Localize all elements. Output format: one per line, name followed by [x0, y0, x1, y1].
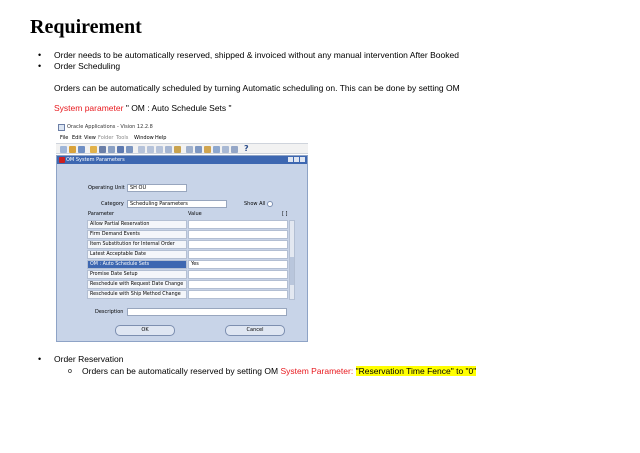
oracle-menubar: [56, 133, 308, 143]
close-form-icon[interactable]: [99, 146, 106, 153]
om-system-parameters-window: [56, 155, 308, 342]
scheduling-text: Orders can be automatically scheduled by turning Automatic scheduling on. This can be done by setting OM: [54, 83, 460, 93]
oracle-toolbar: [56, 143, 308, 154]
menu-help[interactable]: Help: [155, 135, 167, 141]
bullet-dot: •: [38, 50, 42, 60]
window-title: OM System Parameters: [66, 157, 125, 163]
parameter-column-header: Parameter: [88, 211, 115, 217]
parameter-row[interactable]: Reschedule with Request Date Change: [87, 280, 187, 289]
menu-window[interactable]: Window: [134, 135, 154, 141]
oracle-screenshot: [56, 122, 308, 342]
reservation-value: "Reservation Time Fence" to "0": [355, 366, 477, 376]
folder-flag-header: [ ]: [282, 211, 288, 217]
operating-unit-field[interactable]: SH OU: [127, 184, 187, 192]
value-cell[interactable]: [188, 250, 288, 259]
menu-view[interactable]: View: [84, 135, 96, 141]
close-icon[interactable]: [300, 157, 305, 162]
maximize-icon[interactable]: [294, 157, 299, 162]
value-column-header: Value: [188, 211, 202, 217]
window-titlebar: [57, 156, 307, 164]
save-icon[interactable]: [69, 146, 76, 153]
oracle-app-title: Oracle Applications - Vision 12.2.8: [67, 124, 153, 130]
system-parameter-line: [54, 103, 232, 114]
bullet-order-scheduling: [38, 61, 121, 72]
menu-edit[interactable]: Edit: [72, 135, 82, 141]
parameter-row[interactable]: Latest Acceptable Date: [87, 250, 187, 259]
value-cell[interactable]: [188, 280, 288, 289]
scrollbar-thumb[interactable]: [290, 257, 294, 285]
show-all-label: Show All: [244, 201, 266, 207]
value-cell[interactable]: Yes: [188, 260, 288, 269]
paste-icon[interactable]: [195, 146, 202, 153]
bullet-dot: •: [38, 61, 42, 71]
minimize-icon[interactable]: [288, 157, 293, 162]
bullet-text: Order Scheduling: [54, 61, 121, 71]
settings-icon[interactable]: [231, 146, 238, 153]
cut-icon[interactable]: [174, 146, 181, 153]
parameter-row[interactable]: Reschedule with Ship Method Change: [87, 290, 187, 299]
bullet-text: Order Reservation: [54, 354, 124, 364]
navigator-icon[interactable]: [78, 146, 85, 153]
help-icon[interactable]: ?: [244, 144, 249, 153]
prev-icon[interactable]: [138, 146, 145, 153]
menu-file[interactable]: File: [60, 135, 69, 141]
print-icon[interactable]: [90, 146, 97, 153]
category-label: Category: [101, 201, 124, 207]
reservation-prefix: Orders can be automatically reserved by setting OM: [82, 366, 279, 376]
description-label: Description: [95, 309, 124, 315]
bullet-order-reservation: [38, 354, 124, 365]
translate-icon[interactable]: [222, 146, 229, 153]
description-field[interactable]: [127, 308, 287, 316]
attachment-icon[interactable]: [204, 146, 211, 153]
value-cell[interactable]: [188, 270, 288, 279]
value-cell[interactable]: [188, 290, 288, 299]
operating-unit-label: Operating Unit: [88, 185, 125, 191]
reservation-param-label: System Parameter:: [280, 366, 354, 376]
next-icon[interactable]: [147, 146, 154, 153]
sub-bullet-circle: o: [68, 368, 72, 375]
ok-button[interactable]: OK: [115, 325, 175, 336]
menu-tools[interactable]: Tools: [116, 135, 129, 141]
vertical-scrollbar[interactable]: [289, 220, 295, 300]
bullet-auto-process: [38, 50, 459, 61]
bullet-dot: •: [38, 354, 42, 364]
page-title: Requirement: [30, 16, 142, 38]
oracle-window-icon: [59, 157, 65, 163]
copy-icon[interactable]: [186, 146, 193, 153]
parameter-row-selected[interactable]: OM : Auto Schedule Sets: [87, 260, 187, 269]
parameter-row[interactable]: Allow Partial Reservation: [87, 220, 187, 229]
oracle-titlebar: [56, 122, 308, 133]
oracle-app-icon: [58, 124, 65, 131]
parameter-row[interactable]: Item Substitution for Internal Order: [87, 240, 187, 249]
system-parameter-label: System parameter: [54, 103, 124, 113]
parameter-row[interactable]: Firm Demand Events: [87, 230, 187, 239]
open-icon[interactable]: [60, 146, 67, 153]
folder-tools-icon[interactable]: [213, 146, 220, 153]
clear-icon[interactable]: [156, 146, 163, 153]
sub-bullet-reservation: [68, 366, 477, 377]
show-all-radio[interactable]: [267, 201, 273, 207]
category-field[interactable]: Scheduling Parameters: [127, 200, 227, 208]
menu-folder[interactable]: Folder: [98, 135, 114, 141]
value-cell[interactable]: [188, 220, 288, 229]
value-cell[interactable]: [188, 230, 288, 239]
zoom-icon[interactable]: [117, 146, 124, 153]
find-icon[interactable]: [108, 146, 115, 153]
bullet-text: Order needs to be automatically reserved, shipped & invoiced without any manual intervention After Booked: [54, 50, 459, 60]
cancel-button[interactable]: Cancel: [225, 325, 285, 336]
new-record-icon[interactable]: [126, 146, 133, 153]
delete-icon[interactable]: [165, 146, 172, 153]
window-controls: [287, 157, 305, 165]
parameter-row[interactable]: Promise Date Setup: [87, 270, 187, 279]
value-cell[interactable]: [188, 240, 288, 249]
system-parameter-value: " OM : Auto Schedule Sets ": [123, 103, 232, 113]
